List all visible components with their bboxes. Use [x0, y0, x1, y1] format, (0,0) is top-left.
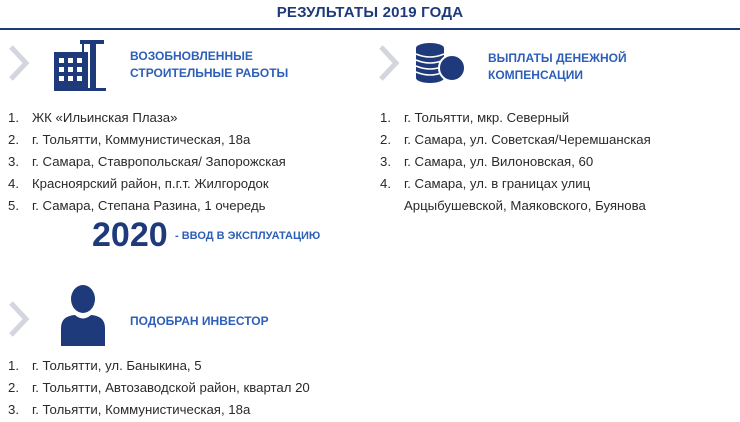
- list-item: 2. г. Тольятти, Автозаводской район, квартал 20: [8, 380, 310, 395]
- construction-heading-line1: ВОЗОБНОВЛЕННЫЕ: [130, 49, 253, 63]
- investor-heading: ПОДОБРАН ИНВЕСТОР: [130, 314, 269, 328]
- chevron-right-icon: [8, 44, 30, 82]
- list-item: 1. г. Тольятти, ул. Баныкина, 5: [8, 358, 202, 373]
- coin-stack-icon: [412, 40, 468, 86]
- building-crane-icon: [52, 34, 108, 92]
- investor-list: [8, 355, 310, 421]
- chevron-right-icon: [8, 300, 30, 338]
- list-item-continuation: Арцыбушевской, Маяковского, Буянова: [404, 198, 646, 213]
- compensation-heading: [488, 50, 627, 84]
- list-item: 2. г. Самара, ул. Советская/Черемшанская: [380, 132, 651, 147]
- person-icon: [58, 284, 108, 348]
- list-item: 3. г. Самара, ул. Вилоновская, 60: [380, 154, 594, 169]
- construction-heading: [130, 48, 288, 82]
- commissioning-year: 2020: [92, 216, 168, 254]
- list-item: 5. г. Самара, Степана Разина, 1 очередь: [8, 198, 266, 213]
- title-divider: [0, 28, 740, 30]
- chevron-right-icon: [378, 44, 400, 82]
- list-item: 4. Красноярский район, п.г.т. Жилгородок: [8, 176, 269, 191]
- commissioning-note: - ВВОД В ЭКСПЛУАТАЦИЮ: [175, 230, 321, 242]
- list-item: 4. г. Самара, ул. в границах улиц: [380, 176, 591, 191]
- compensation-list: [380, 107, 651, 217]
- page-title: РЕЗУЛЬТАТЫ 2019 ГОДА: [276, 4, 464, 21]
- list-item: 1. г. Тольятти, мкр. Северный: [380, 110, 570, 125]
- list-item: 1. ЖК «Ильинская Плаза»: [8, 110, 178, 125]
- list-item: 3. г. Самара, Ставропольская/ Запорожская: [8, 154, 286, 169]
- compensation-heading-line1: ВЫПЛАТЫ ДЕНЕЖНОЙ: [488, 51, 627, 65]
- construction-heading-line2: СТРОИТЕЛЬНЫЕ РАБОТЫ: [130, 66, 289, 80]
- construction-list: [8, 107, 286, 217]
- compensation-heading-line2: КОМПЕНСАЦИИ: [488, 68, 583, 82]
- list-item: 3. г. Тольятти, Коммунистическая, 18а: [8, 402, 251, 417]
- list-item: 2. г. Тольятти, Коммунистическая, 18а: [8, 132, 251, 147]
